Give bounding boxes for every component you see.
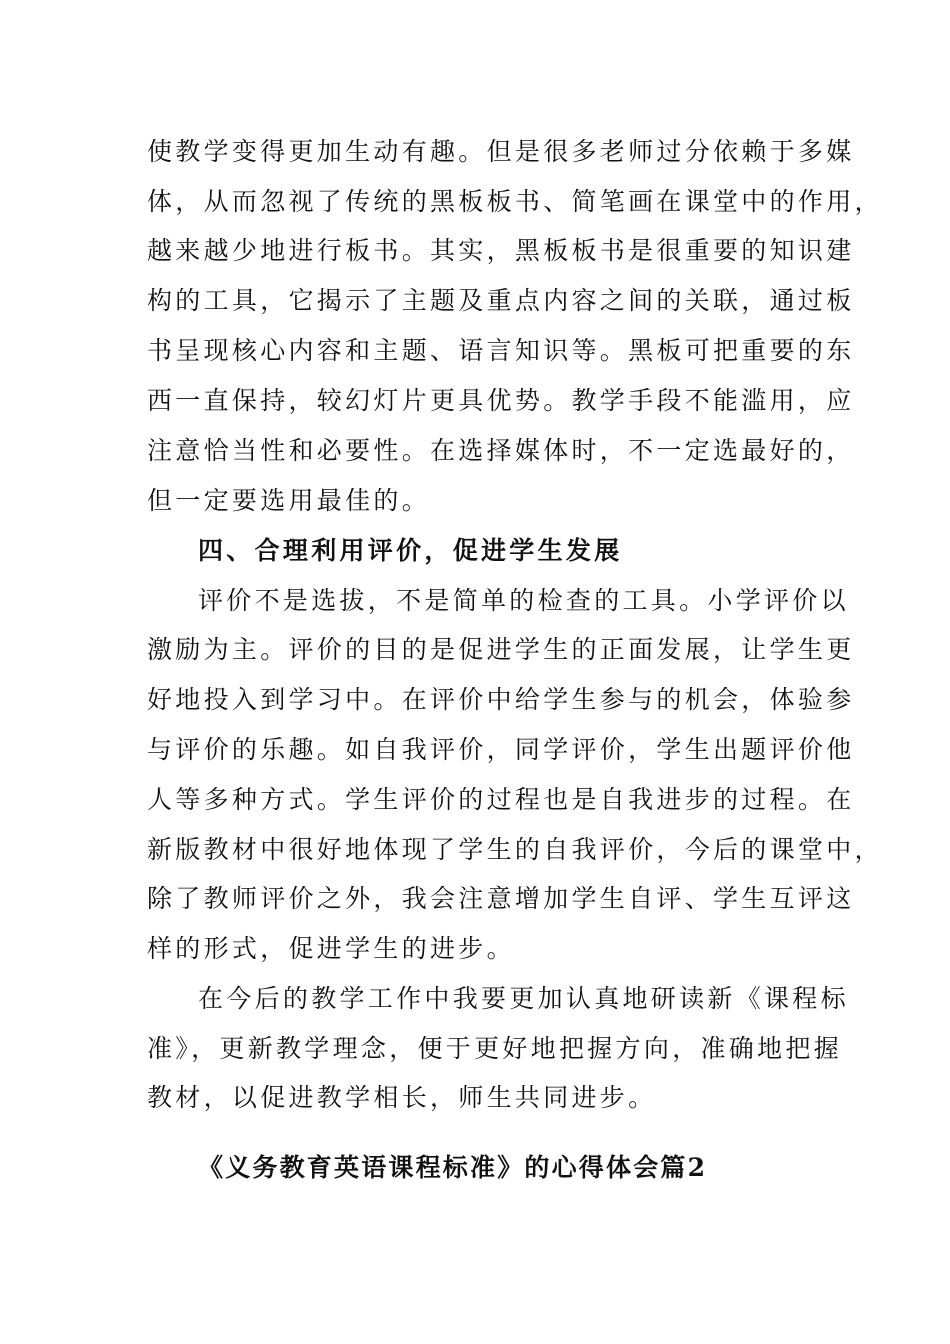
paragraph-line: 除了教师评价之外，我会注意增加学生自评、学生互评这 [147,884,855,913]
paragraph-line: 越来越少地进行板书。其实，黑板板书是很重要的知识建 [147,236,855,265]
paragraph-line: 使教学变得更加生动有趣。但是很多老师过分依赖于多媒 [147,137,855,166]
paragraph-line: 教材，以促进教学相长，师生共同进步。 [147,1083,657,1112]
paragraph-line: 但一定要选用最佳的。 [147,486,431,515]
paragraph-line: 准》，更新教学理念，便于更好地把握方向，准确地把握 [147,1034,843,1063]
paragraph-line: 西一直保持，较幻灯片更具优势。教学手段不能滥用，应 [147,386,855,415]
paragraph-line: 评价不是选拔，不是简单的检查的工具。小学评价以 [198,586,849,615]
paragraph-line: 新版教材中很好地体现了学生的自我评价，今后的课堂中， [147,835,883,864]
paragraph-line: 与评价的乐趣。如自我评价，同学评价，学生出题评价他 [147,735,855,764]
paragraph-line: 体，从而忽视了传统的黑板板书、简笔画在课堂中的作用， [147,187,883,216]
paragraph-line: 书呈现核心内容和主题、语言知识等。黑板可把重要的东 [147,336,855,365]
paragraph-line: 注意恰当性和必要性。在选择媒体时，不一定选最好的， [147,436,855,465]
paragraph-line: 人等多种方式。学生评价的过程也是自我进步的过程。在 [147,785,855,814]
paragraph-line: 在今后的教学工作中我要更加认真地研读新《课程标 [198,984,849,1013]
paragraph-line: 激励为主。评价的目的是促进学生的正面发展，让学生更 [147,635,855,664]
paragraph-line: 好地投入到学习中。在评价中给学生参与的机会，体验参 [147,685,855,714]
section-heading: 四、合理利用评价，促进学生发展 [198,536,623,565]
paragraph-line: 构的工具，它揭示了主题及重点内容之间的关联，通过板 [147,286,855,315]
article-title: 《义务教育英语课程标准》的心得体会篇2 [198,1153,708,1182]
paragraph-line: 样的形式，促进学生的进步。 [147,934,515,963]
